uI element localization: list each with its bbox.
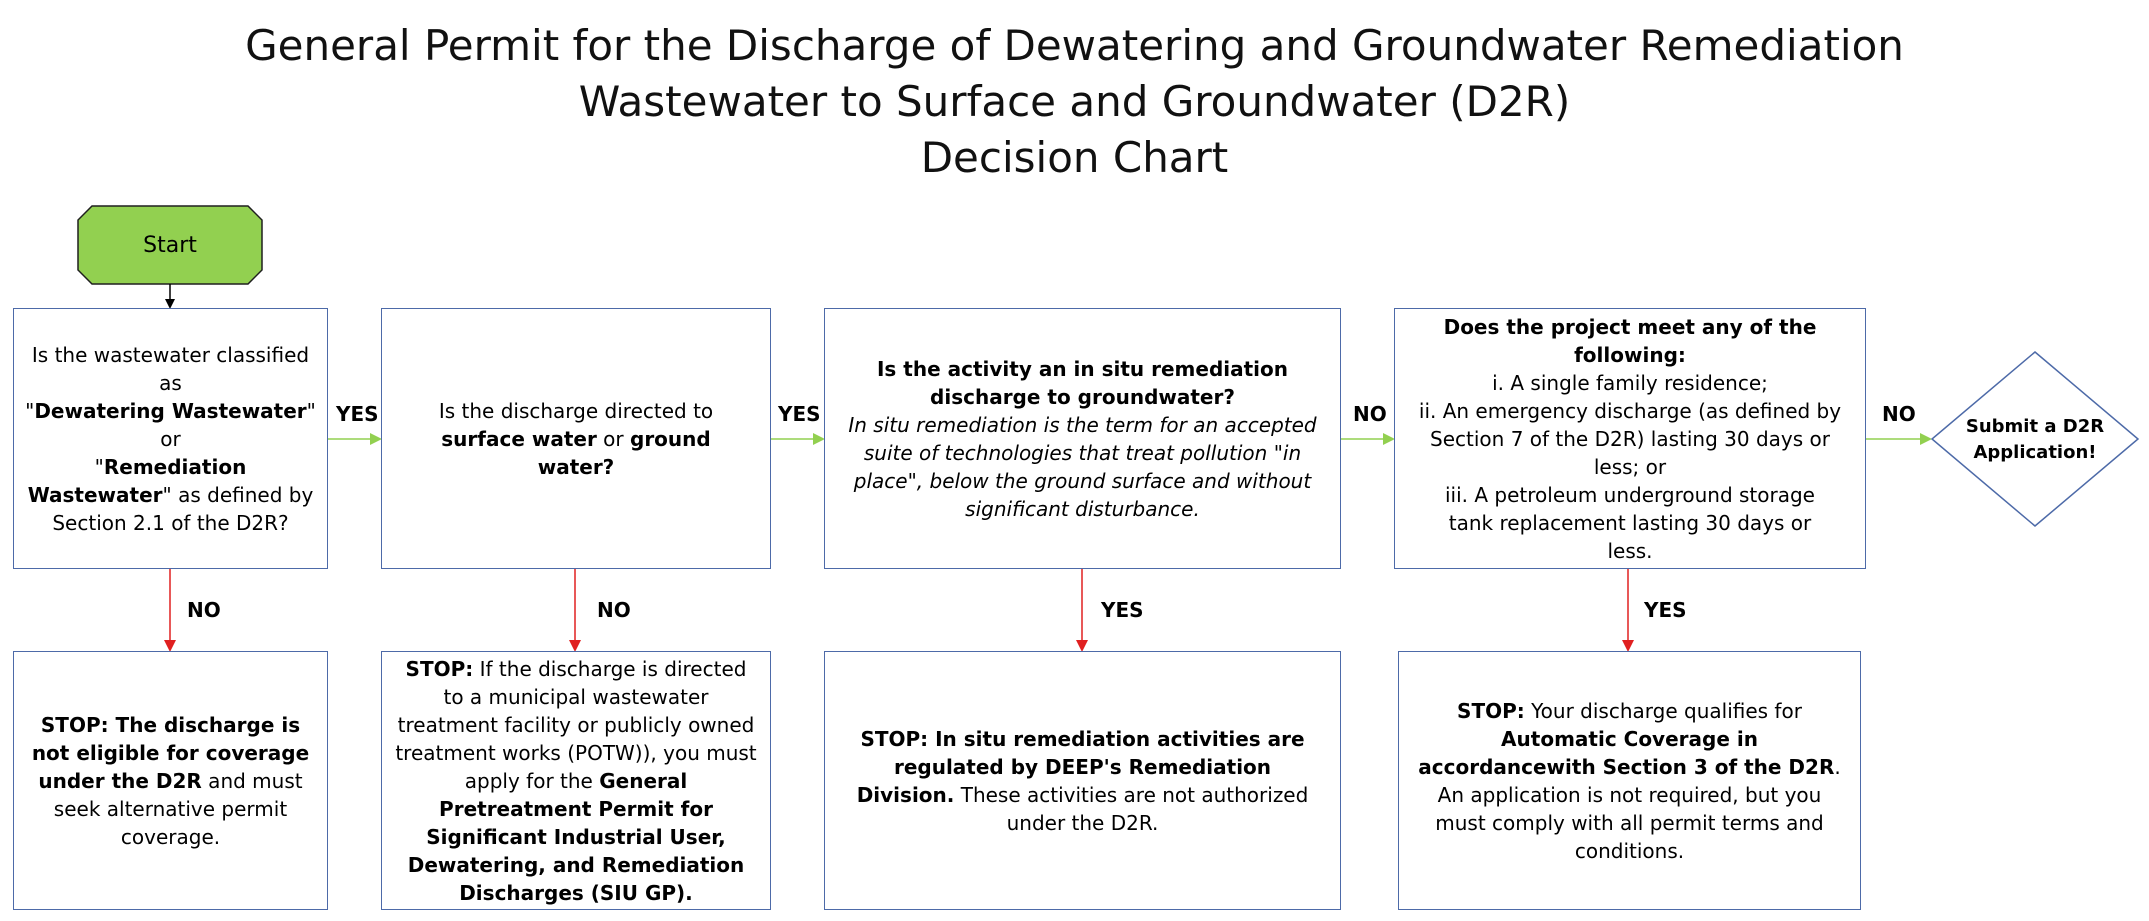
end-label xyxy=(1950,380,2120,500)
edge-label-q4-end: NO xyxy=(1882,402,1916,426)
q1-box xyxy=(13,308,328,569)
q4-question: Does the project meet any of the following: xyxy=(1443,314,1817,367)
q2-box xyxy=(381,308,771,569)
stop2-bold-1: STOP: xyxy=(405,656,474,681)
stop3-text: These activities are not authorized under the D2R. xyxy=(954,782,1309,835)
stop1-bold: STOP: The discharge is not eligible for coverage under the D2R xyxy=(31,712,310,793)
stop1-text: and must seek alternative permit coverage. xyxy=(53,768,303,849)
edge-label-q4-stop4: YES xyxy=(1644,598,1687,622)
edge-label-q2-stop2: NO xyxy=(597,598,631,622)
edge-label-q3-stop3: YES xyxy=(1101,598,1144,622)
stop4-bold-1: STOP: xyxy=(1457,698,1525,723)
stop4-bold-2: Automatic Coverage in accordancewith Section 3 of the D2R xyxy=(1418,726,1835,779)
stop2-box xyxy=(381,651,771,910)
stop3-bold: STOP: In situ remediation activities are regulated by DEEP's Remediation Division. xyxy=(856,726,1305,807)
q1-bold-2: Remediation Wastewater xyxy=(27,454,247,507)
stop4-text-1: Your discharge qualifies for xyxy=(1524,698,1802,723)
edge-label-q1-stop1: NO xyxy=(187,598,221,622)
stop1-box xyxy=(13,651,328,910)
q1-text-1: Is the wastewater classified as xyxy=(31,342,310,395)
start-label: Start xyxy=(143,232,197,258)
edge-label-q1-q2: YES xyxy=(336,402,379,426)
q2-bold-2: ground water? xyxy=(537,426,711,479)
q4-box xyxy=(1394,308,1866,569)
q1-text-2: " as defined by Section 2.1 of the D2R? xyxy=(52,482,314,535)
stop2-text-1: If the discharge is directed to a municipal wastewater treatment facility or publicly owned treatment works (POTW)), you must apply for the xyxy=(395,656,757,793)
q4-item-3: iii. A petroleum underground storage tank replacement lasting 30 days or less. xyxy=(1445,482,1815,563)
q4-item-1: i. A single family residence; xyxy=(1492,370,1768,395)
end-label-line-2: Application! xyxy=(1973,442,2097,463)
q3-question: Is the activity an in situ remediation discharge to groundwater? xyxy=(876,356,1289,409)
q2-text-2: or xyxy=(596,426,630,451)
edge-label-q3-q4: NO xyxy=(1353,402,1387,426)
stop3-box xyxy=(824,651,1341,910)
q4-item-2: ii. An emergency discharge (as defined by Section 7 of the D2R) lasting 30 days or less; or xyxy=(1418,398,1842,479)
stop2-bold-2: General Pretreatment Permit for Significant Industrial User, Dewatering, and Remediation Discharges (SIU GP) xyxy=(407,768,745,905)
q1-quote-open: " xyxy=(25,398,35,423)
stop4-box xyxy=(1398,651,1861,910)
q1-quote-open-2: " xyxy=(94,454,104,479)
title-line-1: General Permit for the Discharge of Dewatering and Groundwater Remediation xyxy=(245,21,1904,70)
title-line-3: Decision Chart xyxy=(920,133,1229,182)
edge-label-q2-q3: YES xyxy=(778,402,821,426)
q3-box xyxy=(824,308,1341,569)
stop4-text-2: . An application is not required, but you must comply with all permit terms and conditions. xyxy=(1435,754,1841,863)
stop2-text-2: . xyxy=(685,880,693,905)
q1-bold-1: Dewatering Wastewater xyxy=(34,398,307,423)
q1-text-mid: " or xyxy=(160,398,316,451)
end-label-line-1: Submit a D2R xyxy=(1965,416,2105,437)
title-line-2: Wastewater to Surface and Groundwater (D2R) xyxy=(578,77,1571,126)
q2-text-1: Is the discharge directed to xyxy=(438,398,714,423)
q2-bold-1: surface water xyxy=(441,426,597,451)
q3-definition: In situ remediation is the term for an accepted suite of technologies that treat pollution "in place", below the ground surface and without significant disturbance. xyxy=(848,412,1317,521)
